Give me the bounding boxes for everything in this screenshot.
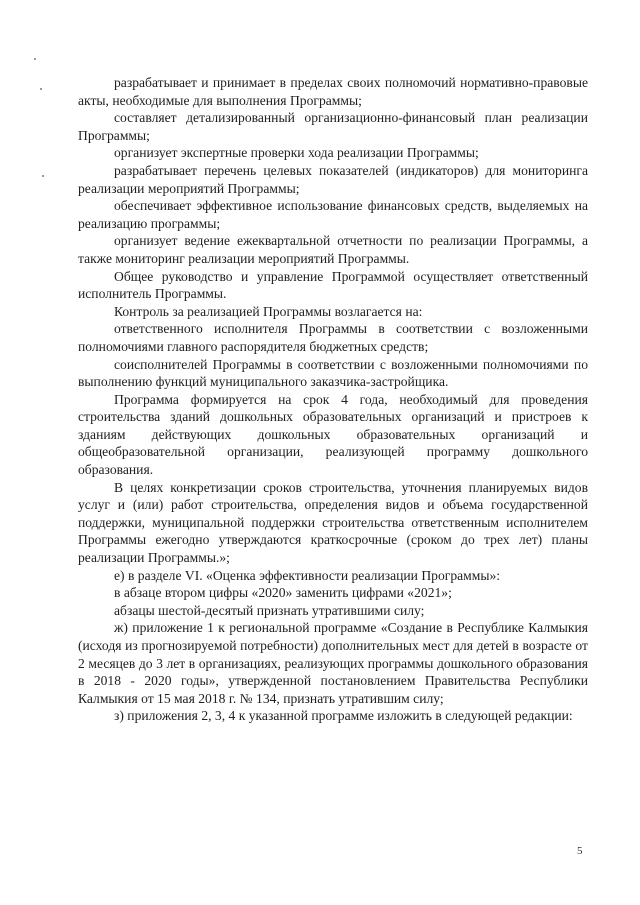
paragraph-7: Общее руководство и управление Программой осуществляет ответственный исполнитель Программы. <box>78 268 588 302</box>
paragraph-11: Программа формируется на срок 4 года, необходимый для проведения строительства зданий дошкольных образовательных организаций и пристроев к зданиям действующих дошкольных образовательных организаций и общеобразовательной организации, реализующей программу дошкольного образования. <box>78 391 588 478</box>
paragraph-14: в абзаце втором цифры «2020» заменить цифрами «2021»; <box>114 585 452 601</box>
paragraph-16: ж) приложение 1 к региональной программе «Создание в Республике Калмыкия (исходя из прогнозируемой потребности) дополнительных мест для детей в возрасте от 2 месяцев до 3 лет в организациях, реализующих программы дошкольного образования в 2018 - 2020 годы», утвержденной постановлением Правительства Республики Калмыкия от 15 мая 2018 г. № 134, признать утратившим силу; <box>78 620 588 706</box>
scan-speck <box>34 58 36 60</box>
paragraph-8: Контроль за реализацией Программы возлагается на: <box>114 303 423 319</box>
paragraph-3: организует экспертные проверки хода реализации Программы; <box>114 145 479 161</box>
paragraph-2: составляет детализированный организационно-финансовый план реализации Программы; <box>78 110 588 143</box>
paragraph-9: ответственного исполнителя Программы в соответствии с возложенными полномочиями главного распорядителя бюджетных средств; <box>78 321 588 354</box>
paragraph-6: организует ведение ежеквартальной отчетности по реализации Программы, а также мониторинг реализации мероприятий Программы. <box>78 233 588 266</box>
scan-speck <box>40 88 42 90</box>
paragraph-1: разрабатывает и принимает в пределах своих полномочий нормативно-правовые акты, необходимые для выполнения Программы; <box>78 75 588 108</box>
paragraph-17: з) приложения 2, 3, 4 к указанной программе изложить в следующей редакции: <box>114 708 573 724</box>
paragraph-10: соисполнителей Программы в соответствии с возложенными полномочиями по выполнению функций муниципального заказчика-застройщика. <box>78 356 588 390</box>
paragraph-5: обеспечивает эффективное использование финансовых средств, выделяемых на реализацию программы; <box>78 198 588 231</box>
paragraph-4: разрабатывает перечень целевых показателей (индикаторов) для мониторинга реализации мероприятий Программы; <box>78 162 588 196</box>
document-body <box>78 74 588 725</box>
paragraph-15: абзацы шестой-десятый признать утратившими силу; <box>114 602 425 618</box>
scan-speck <box>42 175 44 177</box>
page-number: 5 <box>577 845 583 857</box>
paragraph-12: В целях конкретизации сроков строительства, уточнения планируемых видов услуг и (или) работ строительства, определения видов и объема государственной поддержки, муниципальной поддержки строительства ответственным исполнителем Программы ежегодно утверждаются краткосрочные (сроком до трех лет) планы реализации Программы.»; <box>78 479 588 566</box>
paragraph-13: е) в разделе VI. «Оценка эффективности реализации Программы»: <box>114 567 501 583</box>
